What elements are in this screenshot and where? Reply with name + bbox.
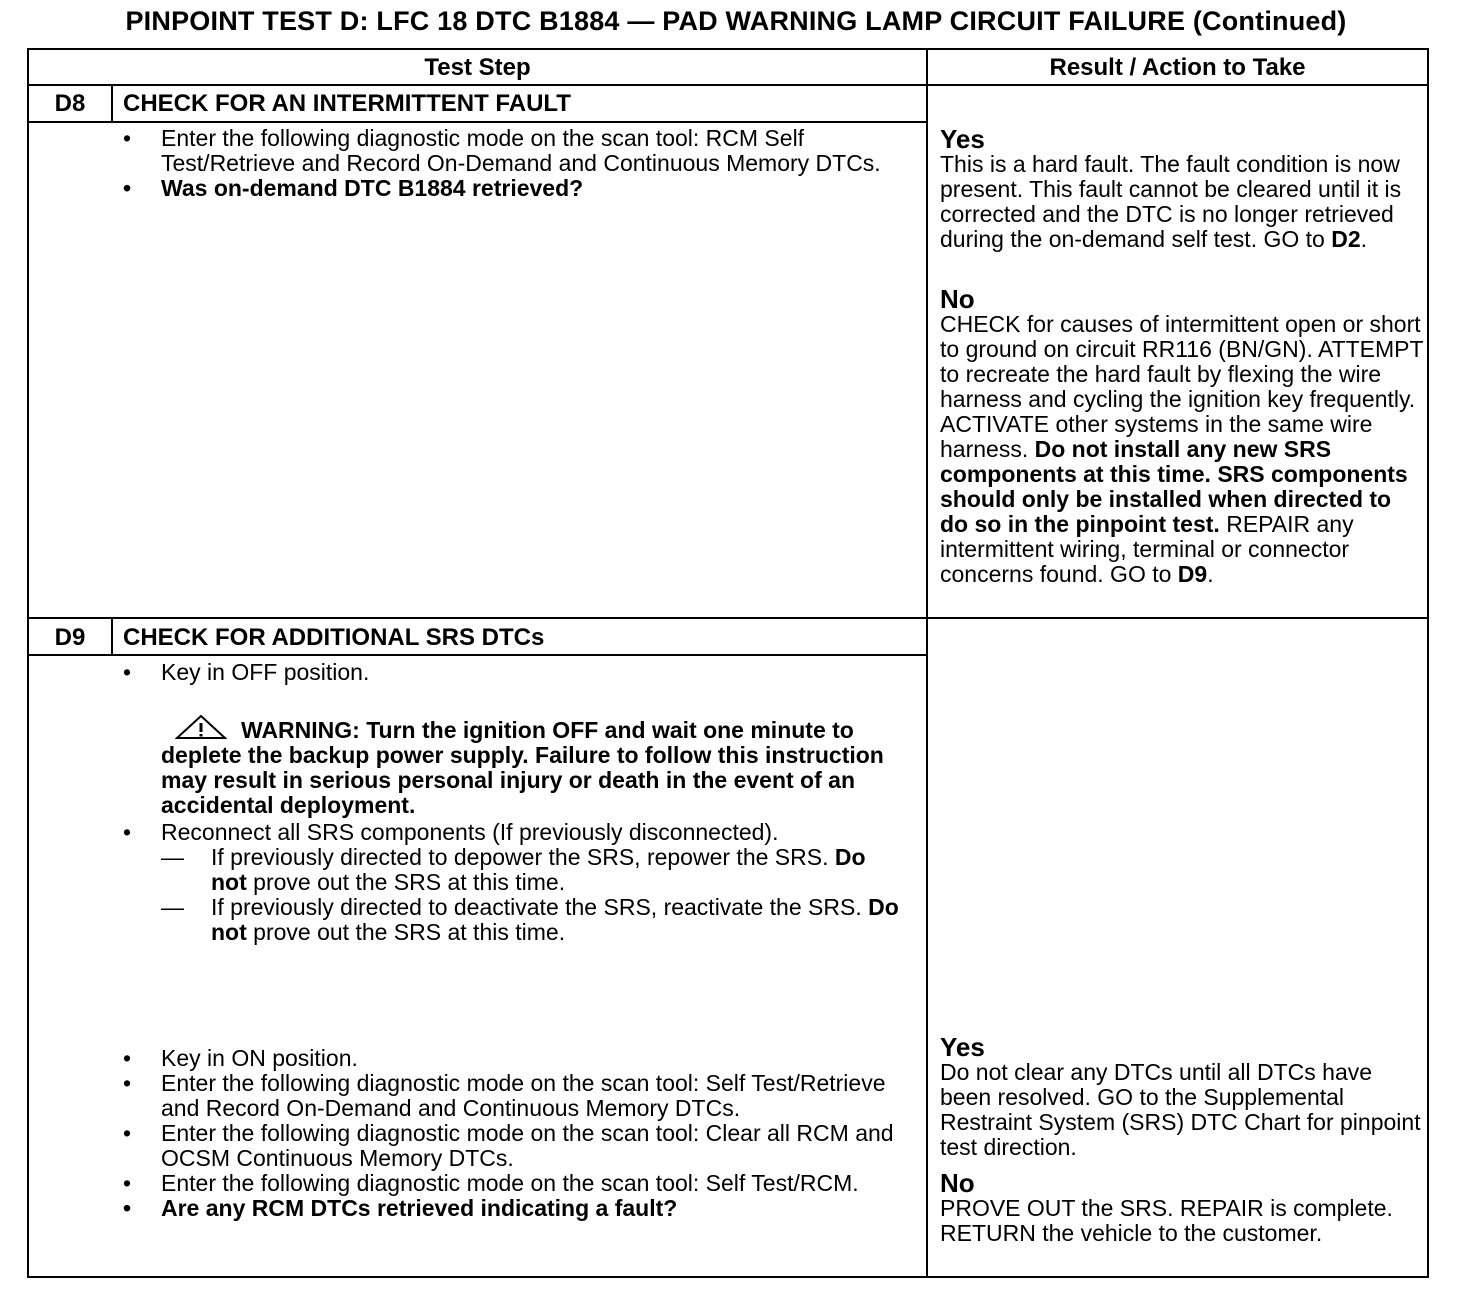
header-divider (29, 84, 1427, 86)
list-item: • Enter the following diagnostic mode on the scan tool: Clear all RCM and OCSM Continuous Memory DTCs. (123, 1120, 894, 1171)
d8-step-id: D8 (54, 90, 86, 117)
d9-title-divider (29, 654, 926, 656)
d8-step-title: CHECK FOR AN INTERMITTENT FAULT (123, 90, 571, 117)
sub-list-item: — If previously directed to deactivate the SRS, reactivate the SRS. Do not prove out the SRS at this time. (161, 894, 899, 945)
yes-label: Yes (940, 124, 985, 154)
sub-list-item: — If previously directed to depower the SRS, repower the SRS. Do not prove out the SRS at this time. (161, 844, 866, 895)
list-item: • Was on-demand DTC B1884 retrieved? (123, 175, 584, 201)
d9-step-title: CHECK FOR ADDITIONAL SRS DTCs (123, 624, 545, 651)
column-divider (926, 50, 928, 1276)
yes-label: Yes (940, 1032, 985, 1062)
page-title: PINPOINT TEST D: LFC 18 DTC B1884 — PAD WARNING LAMP CIRCUIT FAILURE (Continued) (125, 6, 1347, 36)
d9-id-divider (111, 619, 113, 654)
list-item: • Enter the following diagnostic mode on the scan tool: RCM Self Test/Retrieve and Record On-Demand and Continuous Memory DTCs. (123, 125, 881, 176)
list-item: • Key in ON position. (123, 1045, 358, 1071)
header-result: Result / Action to Take (1049, 54, 1306, 81)
d9-steps-b (117, 820, 907, 945)
list-item: • Key in OFF position. (123, 659, 370, 685)
list-item: • Enter the following diagnostic mode on the scan tool: Self Test/Retrieve and Record On-Demand and Continuous Memory DTCs. (123, 1070, 886, 1121)
header-test-step: Test Step (424, 54, 531, 81)
list-item: • Enter the following diagnostic mode on the scan tool: Self Test/RCM. (123, 1170, 859, 1196)
warning-triangle-icon (175, 714, 227, 740)
d8-d9-divider (29, 617, 1427, 619)
no-label: No (940, 284, 975, 314)
no-label: No (940, 1168, 975, 1198)
d9-warning: WARNING: Turn the ignition OFF and wait one minute to deplete the backup power supply. Failure to follow this instruction may result in serious personal injury or death in the event of an accidental deployment. (161, 714, 901, 818)
list-item: • Reconnect all SRS components (If previously disconnected). (123, 819, 779, 845)
d8-id-divider (111, 86, 113, 121)
d8-steps (117, 126, 907, 201)
d9-steps-c (117, 1046, 907, 1221)
d9-steps-a (117, 660, 907, 685)
d8-result-no: No CHECK for causes of intermittent open or short to ground on circuit RR116 (BN/GN). ATTEMPT to recreate the hard fault by flexing the wire harness and cycling the ignition key frequently. ACTIVATE other systems in the same wire harness. Do not install any new SRS components at this time. SRS components should only be installed when directed to do so in the pinpoint test. REPAIR any intermittent wiring, terminal or connector concerns found. GO to D9. (940, 284, 1424, 587)
pinpoint-table (27, 48, 1429, 1278)
d9-result-no: No PROVE OUT the SRS. REPAIR is complete. RETURN the vehicle to the customer. (940, 1170, 1420, 1246)
d8-result-yes: Yes This is a hard fault. The fault condition is now present. This fault cannot be cleared until it is corrected and the DTC is no longer retrieved during the on-demand self test. GO to D2. (940, 126, 1420, 252)
d9-result-yes: Yes Do not clear any DTCs until all DTCs have been resolved. GO to the Supplemental Restraint System (SRS) DTC Chart for pinpoint test direction. (940, 1034, 1426, 1160)
d9-step-id: D9 (54, 624, 86, 651)
d8-title-divider (29, 121, 926, 123)
list-item: • Are any RCM DTCs retrieved indicating a fault? (123, 1195, 678, 1221)
